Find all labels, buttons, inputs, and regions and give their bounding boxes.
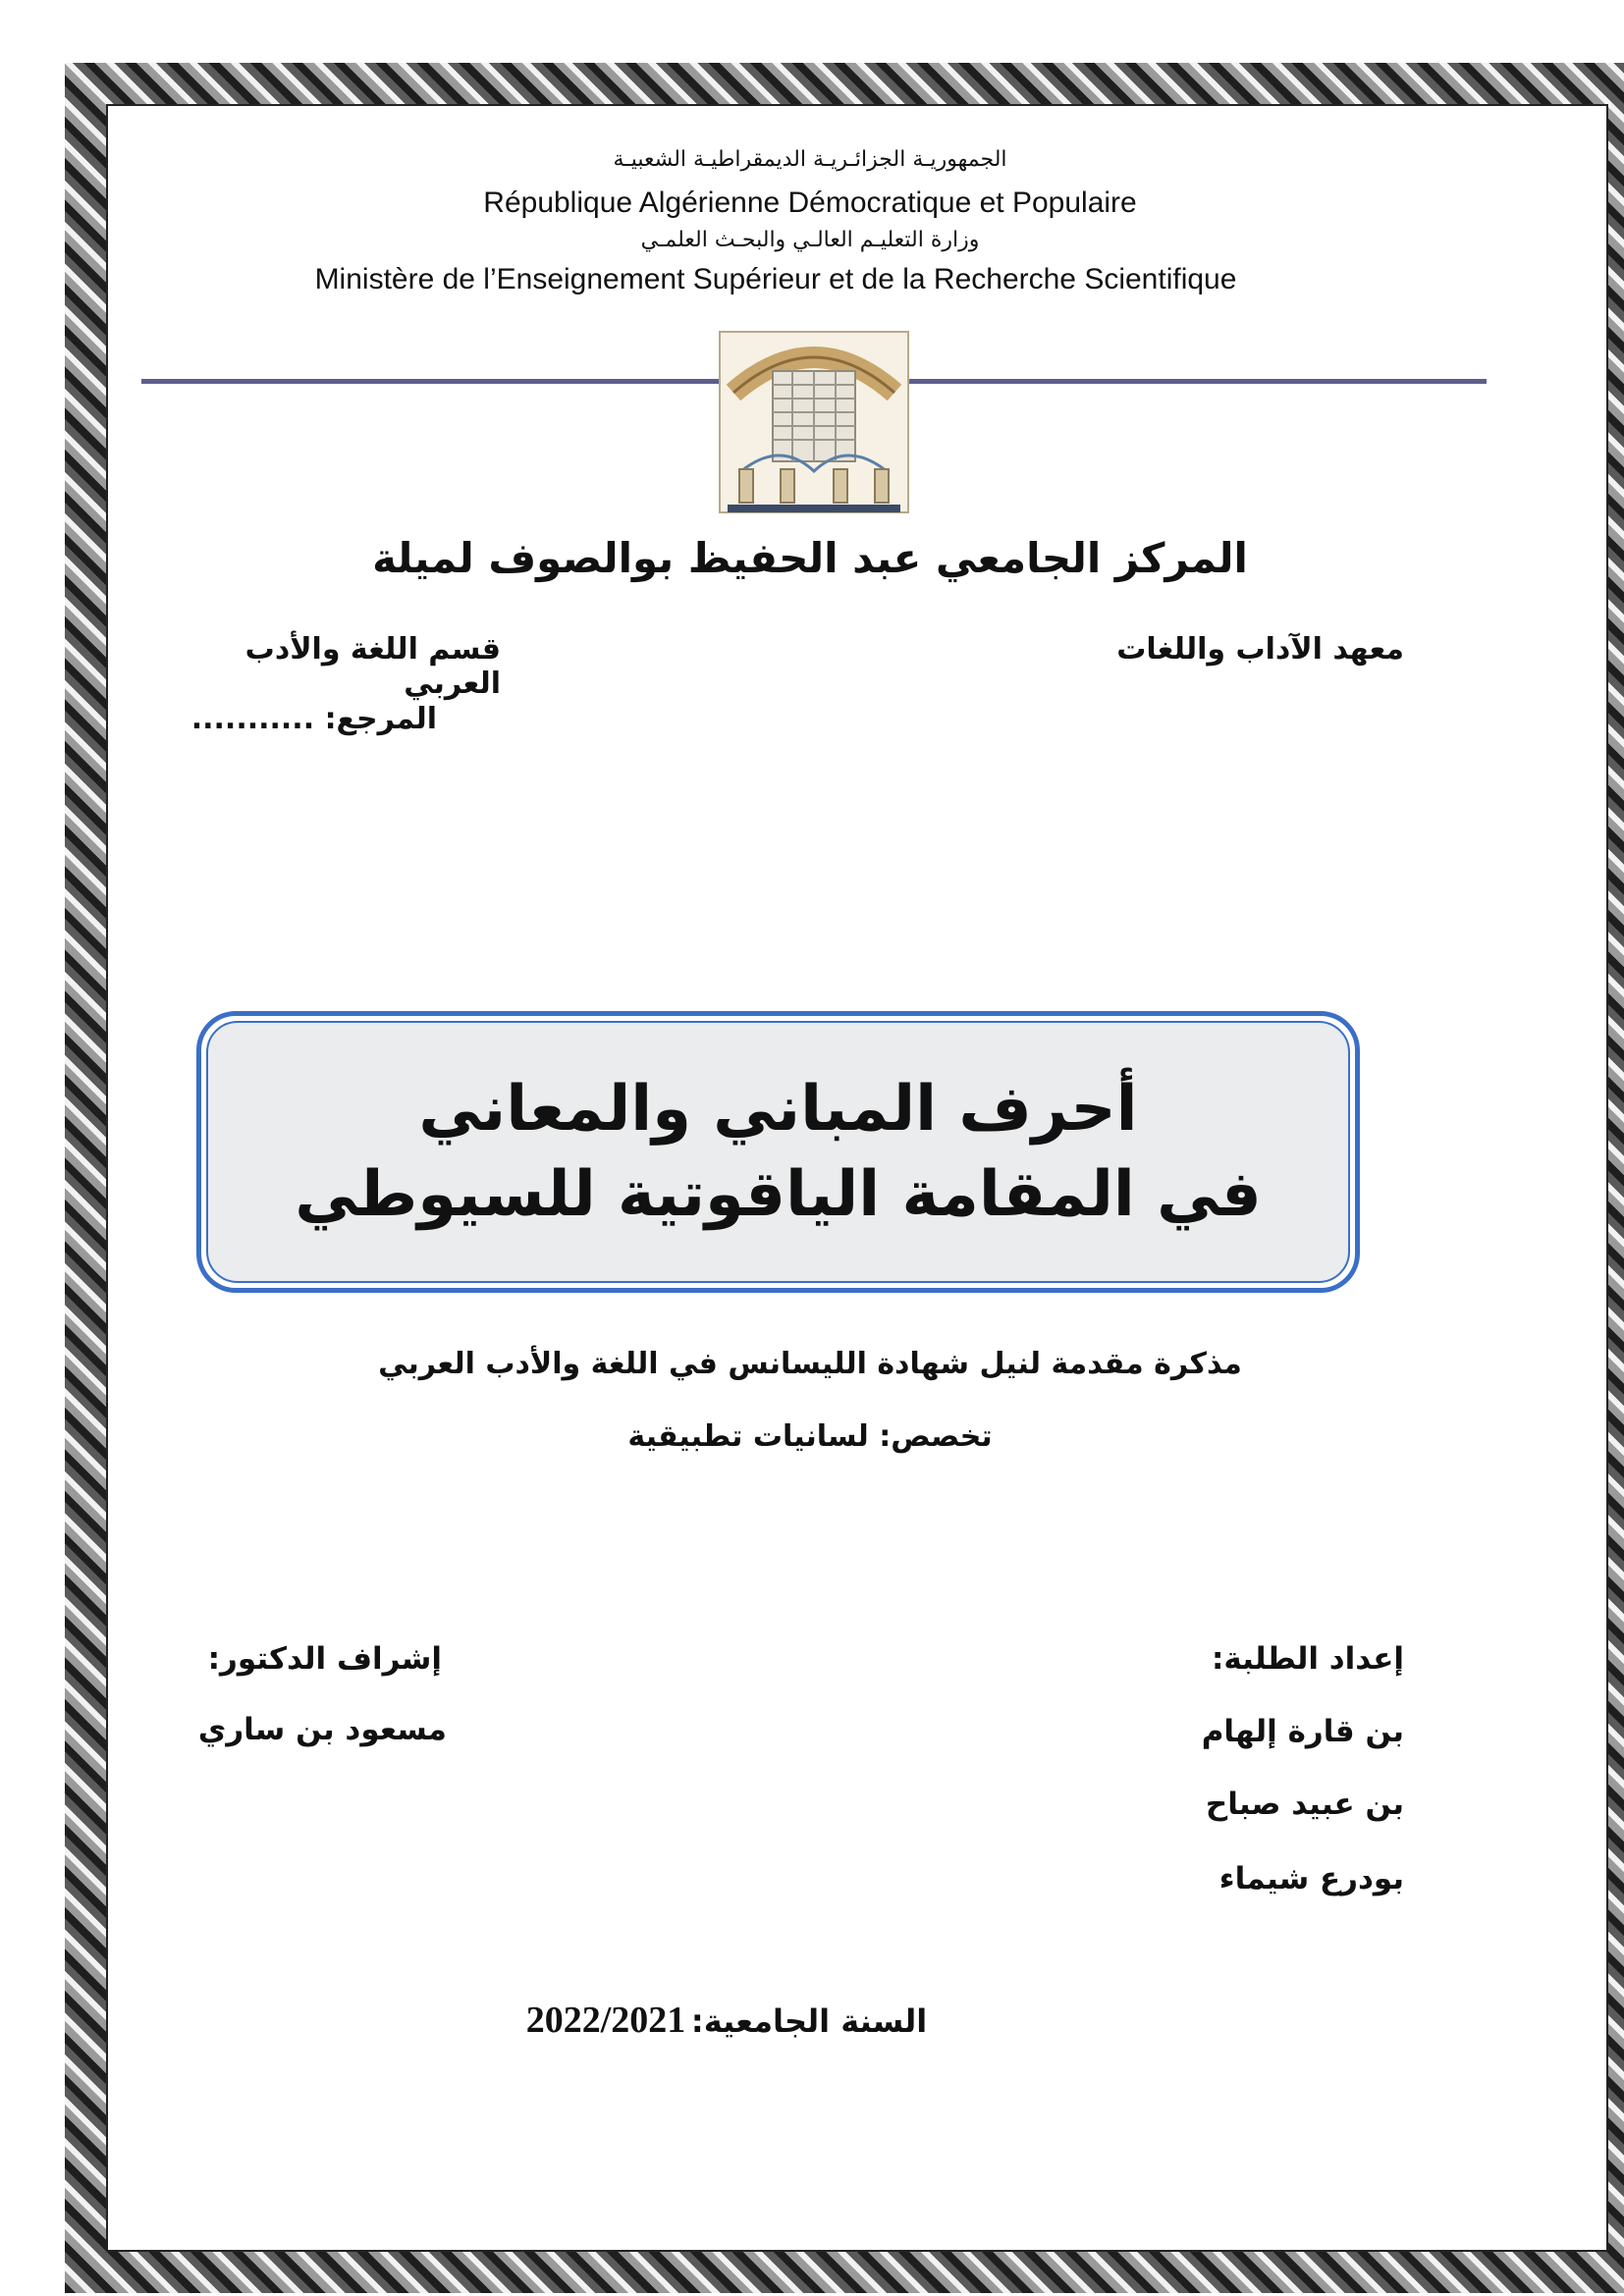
students-label: إعداد الطلبة: [1211, 1641, 1404, 1677]
student-name: بودرع شيماء [1218, 1861, 1404, 1896]
ministry-french: Ministère de l’Enseignement Supérieur et de la Recherche Scientifique [314, 263, 1237, 295]
thesis-title-line-1: أحرف المباني والمعاني [418, 1073, 1138, 1147]
reference-label: المرجع: [324, 702, 437, 736]
academic-year-row [442, 1999, 1011, 2042]
ministry-arabic: وزارة التعليـم العالـي والبحـث العلمـي [640, 228, 980, 252]
university-center-name: المركز الجامعي عبد الحفيظ بوالصوف لميلة [372, 534, 1248, 582]
republic-french: République Algérienne Démocratique et Populaire [483, 187, 1137, 219]
institute-name: معهد الآداب واللغات [1116, 632, 1404, 667]
thesis-specialty: تخصص: لسانيات تطبيقية [627, 1419, 993, 1454]
student-name: بن عبيد صباح [1205, 1787, 1404, 1822]
department-name: قسم اللغة والأدب العربي [244, 632, 501, 701]
republic-arabic: الجمهوريـة الجزائـريـة الديمقراطيـة الشعبيـة [613, 147, 1007, 172]
university-logo [712, 324, 916, 520]
academic-year-value: 2022/2021 [525, 2000, 686, 2041]
supervisor-label: إشراف الدكتور: [207, 1641, 442, 1677]
reference-row [147, 702, 437, 736]
reference-value: ........... [190, 702, 315, 736]
supervisor-name: مسعود بن ساري [197, 1712, 447, 1747]
student-name: بن قارة إلهام [1201, 1714, 1404, 1749]
thesis-title-line-2: في المقامة الياقوتية للسيوطي [295, 1157, 1262, 1231]
thesis-title-box [196, 1011, 1360, 1293]
academic-year-label: السنة الجامعية: [690, 2002, 928, 2040]
thesis-subtitle: مذكرة مقدمة لنيل شهادة الليسانس في اللغة والأدب العربي [378, 1347, 1242, 1381]
thesis-title-inner [206, 1021, 1350, 1283]
